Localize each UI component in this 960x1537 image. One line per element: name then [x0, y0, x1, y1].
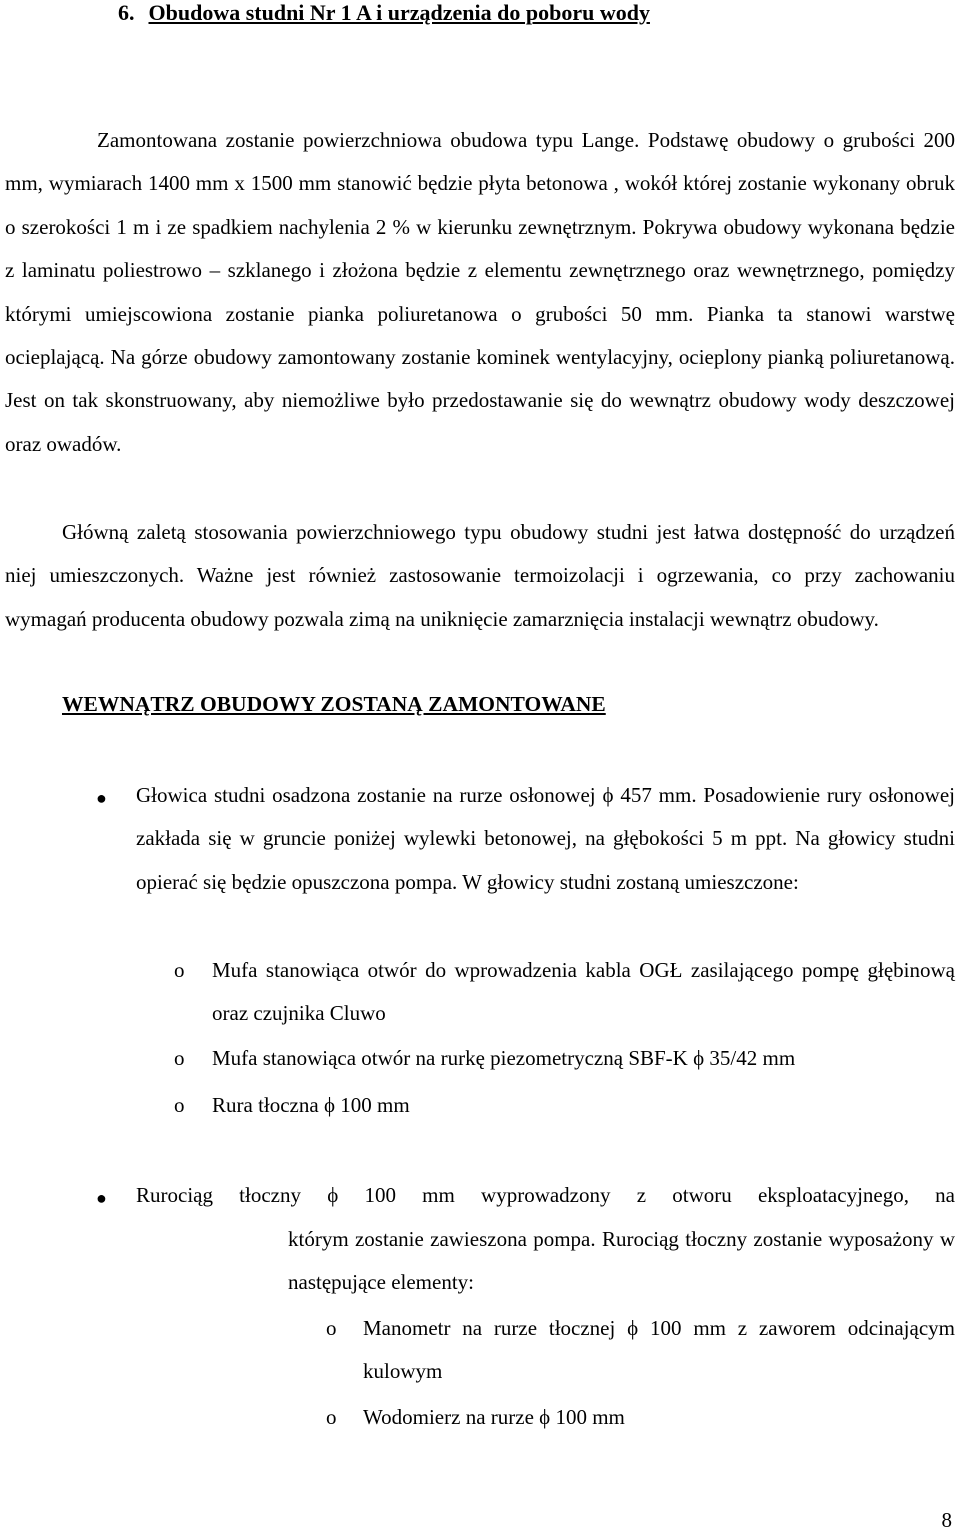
list-item-2-continuation: którym zostanie zawieszona pompa. Rurociąg tłoczny zostanie wyposażony w następujące elementy:: [288, 1227, 955, 1295]
page-number: 8: [941, 1508, 952, 1532]
heading-number: 6.: [118, 0, 135, 25]
sub-marker: o: [326, 1316, 337, 1340]
list-item-1: Głowica studni osadzona zostanie na rurze osłonowej ϕ 457 mm. Posadowienie rury osłonowej zakłada się w gruncie poniżej wylewki betonowej, na głębokości 5 m ppt. Na głowicy studni opierać się będzie opuszczona pompa. W głowicy studni zostaną umieszczone:: [136, 783, 955, 894]
sub-item-2-1: Manometr na rurze tłocznej ϕ 100 mm z zaworem odcinającym kulowym: [363, 1316, 955, 1384]
bullet-marker: ●: [96, 1188, 107, 1208]
sub-marker: o: [174, 1093, 185, 1117]
sub-marker: o: [326, 1405, 337, 1429]
sub-item-2-2: Wodomierz na rurze ϕ 100 mm: [363, 1405, 625, 1429]
sub-item-1-3: Rura tłoczna ϕ 100 mm: [212, 1093, 410, 1117]
heading-title: Obudowa studni Nr 1 A i urządzenia do poboru wody: [148, 0, 650, 25]
bullet-marker: ●: [96, 788, 107, 808]
sub-item-1-2: Mufa stanowiąca otwór na rurkę piezometryczną SBF-K ϕ 35/42 mm: [212, 1046, 796, 1070]
sub-marker: o: [174, 1046, 185, 1070]
section-heading: [118, 0, 650, 26]
sub-item-1-1: Mufa stanowiąca otwór do wprowadzenia kabla OGŁ zasilającego pompę głębinową oraz czujnika Cluwo: [212, 958, 955, 1026]
paragraph-1: Zamontowana zostanie powierzchniowa obudowa typu Lange. Podstawę obudowy o grubości 200 mm, wymiarach 1400 mm x 1500 mm stanowić będzie płyta betonowa , wokół której zostanie wykonany obruk o szerokości 1 m i ze spadkiem nachylenia 2 % w kierunku zewnętrznym. Pokrywa obudowy wykonana będzie z laminatu poliestrowo – szklanego i złożona będzie z elementu zewnętrznego oraz wewnętrznego, pomiędzy którymi umiejscowiona zostanie pianka poliuretanowa o grubości 50 mm. Pianka ta stanowi warstwę ocieplającą. Na górze obudowy zamontowany zostanie kominek wentylacyjny, ocieplony pianką poliuretanową. Jest on tak skonstruowany, aby niemożliwe było przedostawanie się do wewnątrz obudowy wody deszczowej oraz owadów.: [5, 128, 955, 456]
section-title: WEWNĄTRZ OBUDOWY ZOSTANĄ ZAMONTOWANE: [62, 692, 606, 716]
sub-marker: o: [174, 958, 185, 982]
list-item-2-first-line: Rurociąg tłoczny ϕ 100 mm wyprowadzony z otworu eksploatacyjnego, na: [136, 1183, 955, 1207]
paragraph-2: Główną zaletą stosowania powierzchniowego typu obudowy studni jest łatwa dostępność do urządzeń niej umieszczonych. Ważne jest również zastosowanie termoizolacji i ogrzewania, co przy zachowaniu wymagań producenta obudowy pozwala zimą na uniknięcie zamarznięcia instalacji wewnątrz obudowy.: [5, 520, 955, 631]
